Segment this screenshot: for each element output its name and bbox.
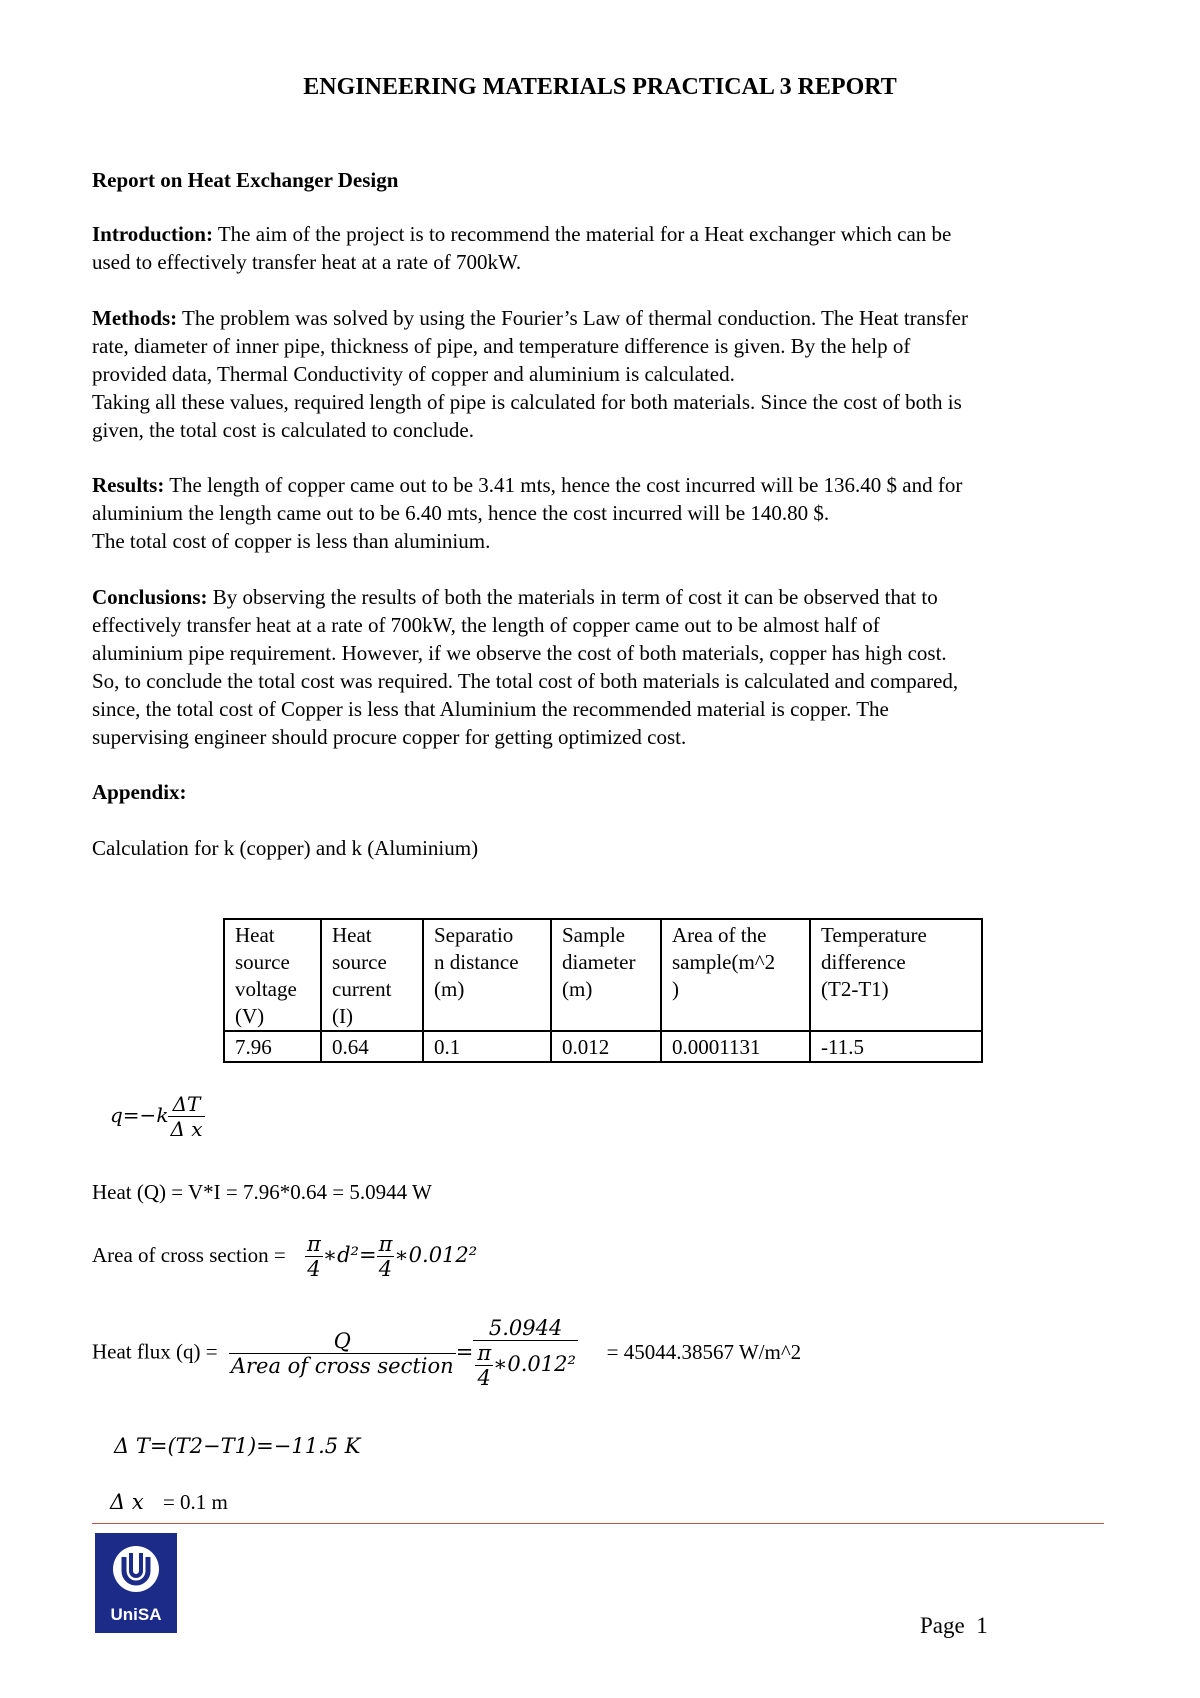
conclusions-text-1: By observing the results of both the materials in term of cost it can be observed that to xyxy=(212,585,938,609)
page-number: Page 1 xyxy=(920,1613,988,1638)
fourier-numerator: ΔT xyxy=(172,1092,201,1116)
report-subtitle: Report on Heat Exchanger Design xyxy=(92,168,399,192)
table-cell: 0.0001131 xyxy=(661,1031,810,1062)
area-label: Area of cross section = xyxy=(92,1243,292,1267)
table-header-row xyxy=(224,919,982,1031)
results-paragraph xyxy=(92,471,1122,555)
fourier-lhs: q=−k xyxy=(110,1103,169,1127)
measurement-table xyxy=(223,918,983,1063)
introduction-paragraph xyxy=(92,220,1122,276)
methods-text-1: The problem was solved by using the Fourier’s Law of thermal conduction. The Heat transfer xyxy=(182,306,968,330)
header-cell-area: Area of the sample(m^2 ) xyxy=(661,919,810,1031)
header-cell-temperature: Temperature difference (T2-T1) xyxy=(810,919,982,1031)
footer-rule xyxy=(92,1523,1104,1524)
methods-text-2: rate, diameter of inner pipe, thickness of pipe, and temperature difference is given. By the help of xyxy=(92,334,911,358)
results-text-2: aluminium the length came out to be 6.40 mts, hence the cost incurred will be 140.80 $. xyxy=(92,501,830,525)
results-label: Results: xyxy=(92,473,165,497)
conclusions-text-6: supervising engineer should procure copper for getting optimized cost. xyxy=(92,725,687,749)
table-cell: 0.012 xyxy=(551,1031,661,1062)
area-mid: ∗d²= xyxy=(322,1243,377,1267)
fourier-equation xyxy=(110,1092,205,1141)
intro-text-2: used to effectively transfer heat at a rate of 700kW. xyxy=(92,250,522,274)
methods-text-5: given, the total cost is calculated to conclude. xyxy=(92,418,474,442)
report-title: ENGINEERING MATERIALS PRACTICAL 3 REPORT xyxy=(303,74,897,100)
area-end: ∗0.012² xyxy=(394,1243,478,1267)
results-text-3: The total cost of copper is less than aluminium. xyxy=(92,529,491,553)
table-cell: 7.96 xyxy=(224,1031,321,1062)
methods-text-3: provided data, Thermal Conductivity of copper and aluminium is calculated. xyxy=(92,362,735,386)
heat-flux-equation: Heat flux (q) = $\frac{Q}{\text{Area of cross section}}$ = 5.0944 $\frac{\pi}{4}$ ∗0.012² = 45044.38567 W/m^2 xyxy=(92,1316,802,1390)
header-cell-distance: Separatio n distance (m) xyxy=(423,919,551,1031)
methods-text-4: Taking all these values, required length of pipe is calculated for both materials. Since the cost of both is xyxy=(92,390,962,414)
table-cell: -11.5 xyxy=(810,1031,982,1062)
svg-text:UniSA: UniSA xyxy=(110,1605,162,1624)
delta-t-equation: Δ T=(T2−T1)=−11.5 K xyxy=(114,1434,361,1458)
delta-x-equation: Δ x = 0.1 m xyxy=(110,1490,228,1514)
unisa-logo xyxy=(95,1533,177,1633)
table-cell: 0.1 xyxy=(423,1031,551,1062)
methods-label: Methods: xyxy=(92,306,178,330)
flux-result: = 45044.38567 W/m^2 xyxy=(606,1339,802,1364)
results-text-1: The length of copper came out to be 3.41 mts, hence the cost incurred will be 136.40 $ and for xyxy=(169,473,963,497)
heat-equation: Heat (Q) = V*I = 7.96*0.64 = 5.0944 W xyxy=(92,1180,432,1204)
methods-paragraph xyxy=(92,304,1122,444)
conclusions-paragraph xyxy=(92,583,1122,751)
area-equation: Area of cross section = $\frac{\pi}{4}$ ∗d²= $\frac{\pi}{4}$ ∗0.012² xyxy=(92,1232,478,1281)
conclusions-text-4: So, to conclude the total cost was required. The total cost of both materials is calculated and compared, xyxy=(92,669,959,693)
fourier-denominator: Δ x xyxy=(170,1117,203,1141)
intro-label: Introduction: xyxy=(92,222,213,246)
unisa-logo-icon xyxy=(95,1533,177,1633)
conclusions-text-3: aluminium pipe requirement. However, if we observe the cost of both materials, copper has high cost. xyxy=(92,641,947,665)
calculation-heading: Calculation for k (copper) and k (Aluminium) xyxy=(92,836,479,860)
header-cell-diameter: Sample diameter (m) xyxy=(551,919,661,1031)
table-cell: 0.64 xyxy=(321,1031,423,1062)
appendix-heading: Appendix: xyxy=(92,780,187,804)
conclusions-text-5: since, the total cost of Copper is less that Aluminium the recommended material is copper. The xyxy=(92,697,889,721)
flux-label: Heat flux (q) = xyxy=(92,1339,223,1364)
header-cell-current: Heat source current (I) xyxy=(321,919,423,1031)
conclusions-label: Conclusions: xyxy=(92,585,208,609)
header-cell-voltage: Heat source voltage (V) xyxy=(224,919,321,1031)
conclusions-text-2: effectively transfer heat at a rate of 700kW, the length of copper came out to be almost half of xyxy=(92,613,880,637)
intro-text-1: The aim of the project is to recommend the material for a Heat exchanger which can be xyxy=(217,222,952,246)
table-row xyxy=(224,1031,982,1062)
